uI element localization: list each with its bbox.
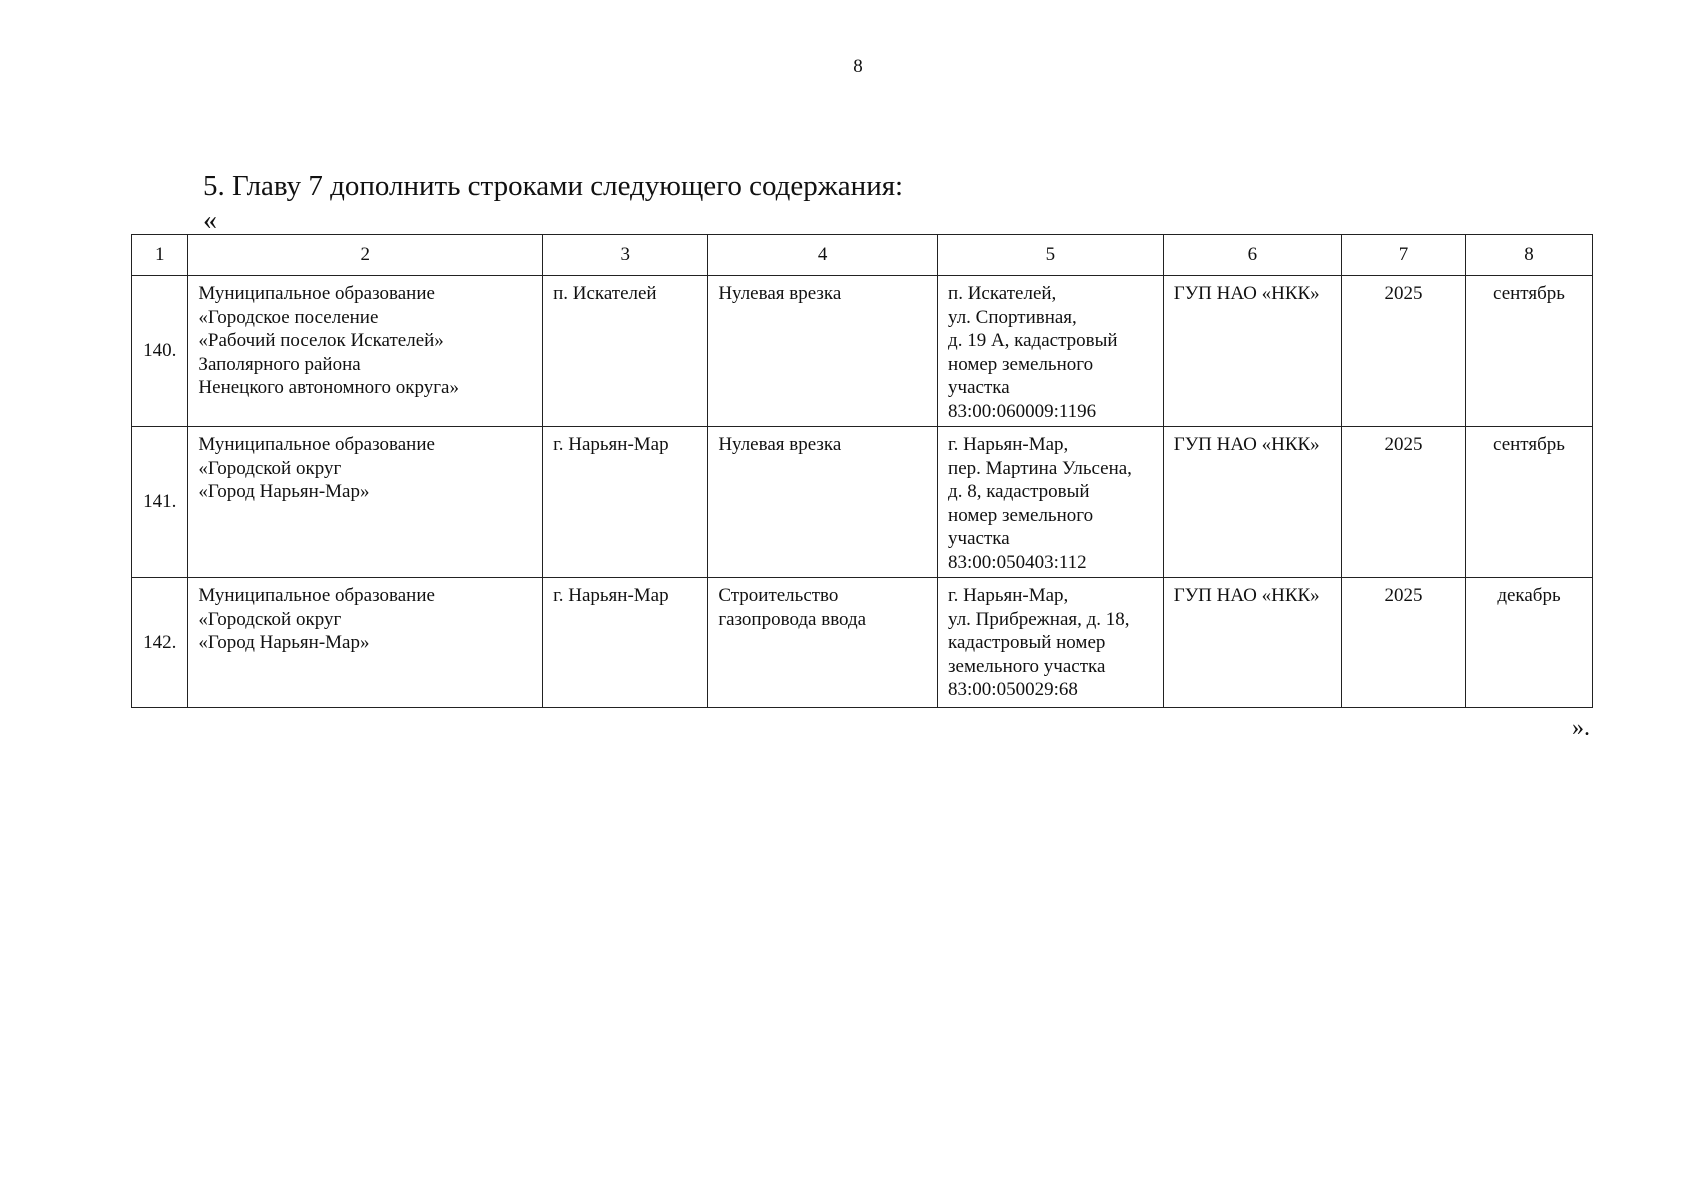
- settlement-cell: п. Искателей: [543, 276, 708, 427]
- work-type-cell: [708, 276, 938, 427]
- amendment-table: [131, 234, 1593, 708]
- municipality-line: «Городской округ: [198, 608, 342, 630]
- address-line: д. 8, кадастровый: [948, 481, 1090, 502]
- column-header: 4: [708, 235, 938, 276]
- table-row: [132, 578, 1593, 708]
- address-line: 83:00:050403:112: [948, 551, 1087, 573]
- section-heading: 5. Главу 7 дополнить строками следующего содержания:: [203, 170, 904, 202]
- address-cell: [938, 276, 1164, 427]
- address-line: участка: [948, 528, 1010, 549]
- address-line: д. 19 А, кадастровый: [948, 330, 1118, 351]
- row-number: 142.: [132, 578, 188, 708]
- municipality-line: «Рабочий поселок Искателей»: [198, 330, 444, 351]
- municipality-line: «Город Нарьян-Мар»: [198, 481, 370, 502]
- year-cell: 2025: [1342, 427, 1466, 578]
- column-header: 1: [132, 235, 188, 276]
- address-line: участка: [948, 377, 1010, 398]
- work-type-cell: [708, 578, 938, 708]
- address-line: г. Нарьян-Мар,: [948, 585, 1069, 606]
- opening-quote: «: [203, 205, 217, 236]
- address-line: земельного участка: [948, 655, 1106, 677]
- municipality-cell: [188, 578, 543, 708]
- work-type-cell: [708, 427, 938, 578]
- address-cell: [938, 427, 1164, 578]
- organization-cell: ГУП НАО «НКК»: [1163, 578, 1341, 708]
- work-type-line: газопровода ввода: [718, 608, 867, 630]
- address-line: п. Искателей,: [948, 283, 1057, 304]
- column-header: 2: [188, 235, 543, 276]
- municipality-line: Заполярного района: [198, 353, 361, 375]
- closing-quote: ».: [1572, 715, 1590, 741]
- municipality-cell: [188, 427, 543, 578]
- address-line: пер. Мартина Ульсена,: [948, 457, 1132, 479]
- address-line: 83:00:060009:1196: [948, 400, 1097, 422]
- settlement-cell: г. Нарьян-Мар: [543, 427, 708, 578]
- column-header: 5: [938, 235, 1164, 276]
- municipality-line: «Городской округ: [198, 457, 342, 479]
- month-cell: сентябрь: [1465, 276, 1592, 427]
- municipality-line: «Городское поселение: [198, 306, 379, 328]
- month-cell: сентябрь: [1465, 427, 1592, 578]
- address-line: г. Нарьян-Мар,: [948, 434, 1069, 455]
- row-number: 141.: [132, 427, 188, 578]
- organization-cell: ГУП НАО «НКК»: [1163, 427, 1341, 578]
- table-row: [132, 276, 1593, 427]
- municipality-line: Муниципальное образование: [198, 585, 435, 606]
- municipality-line: Муниципальное образование: [198, 283, 435, 304]
- work-type-line: Нулевая врезка: [718, 283, 842, 304]
- organization-cell: ГУП НАО «НКК»: [1163, 276, 1341, 427]
- column-header: 8: [1465, 235, 1592, 276]
- address-line: кадастровый номер: [948, 632, 1106, 653]
- municipality-line: Муниципальное образование: [198, 434, 435, 455]
- address-line: номер земельного: [948, 353, 1094, 375]
- year-cell: 2025: [1342, 578, 1466, 708]
- address-line: номер земельного: [948, 504, 1094, 526]
- year-cell: 2025: [1342, 276, 1466, 427]
- address-cell: [938, 578, 1164, 708]
- municipality-line: «Город Нарьян-Мар»: [198, 632, 370, 653]
- address-line: 83:00:050029:68: [948, 679, 1078, 700]
- municipality-line: Ненецкого автономного округа»: [198, 377, 459, 398]
- settlement-cell: г. Нарьян-Мар: [543, 578, 708, 708]
- table-header-row: [132, 235, 1593, 276]
- work-type-line: Строительство: [718, 585, 839, 606]
- address-line: ул. Прибрежная, д. 18,: [948, 608, 1130, 630]
- column-header: 3: [543, 235, 708, 276]
- column-header: 7: [1342, 235, 1466, 276]
- row-number: 140.: [132, 276, 188, 427]
- month-cell: декабрь: [1465, 578, 1592, 708]
- column-header: 6: [1163, 235, 1341, 276]
- address-line: ул. Спортивная,: [948, 306, 1077, 328]
- municipality-cell: [188, 276, 543, 427]
- page-number: 8: [853, 56, 863, 77]
- table-row: [132, 427, 1593, 578]
- work-type-line: Нулевая врезка: [718, 434, 842, 455]
